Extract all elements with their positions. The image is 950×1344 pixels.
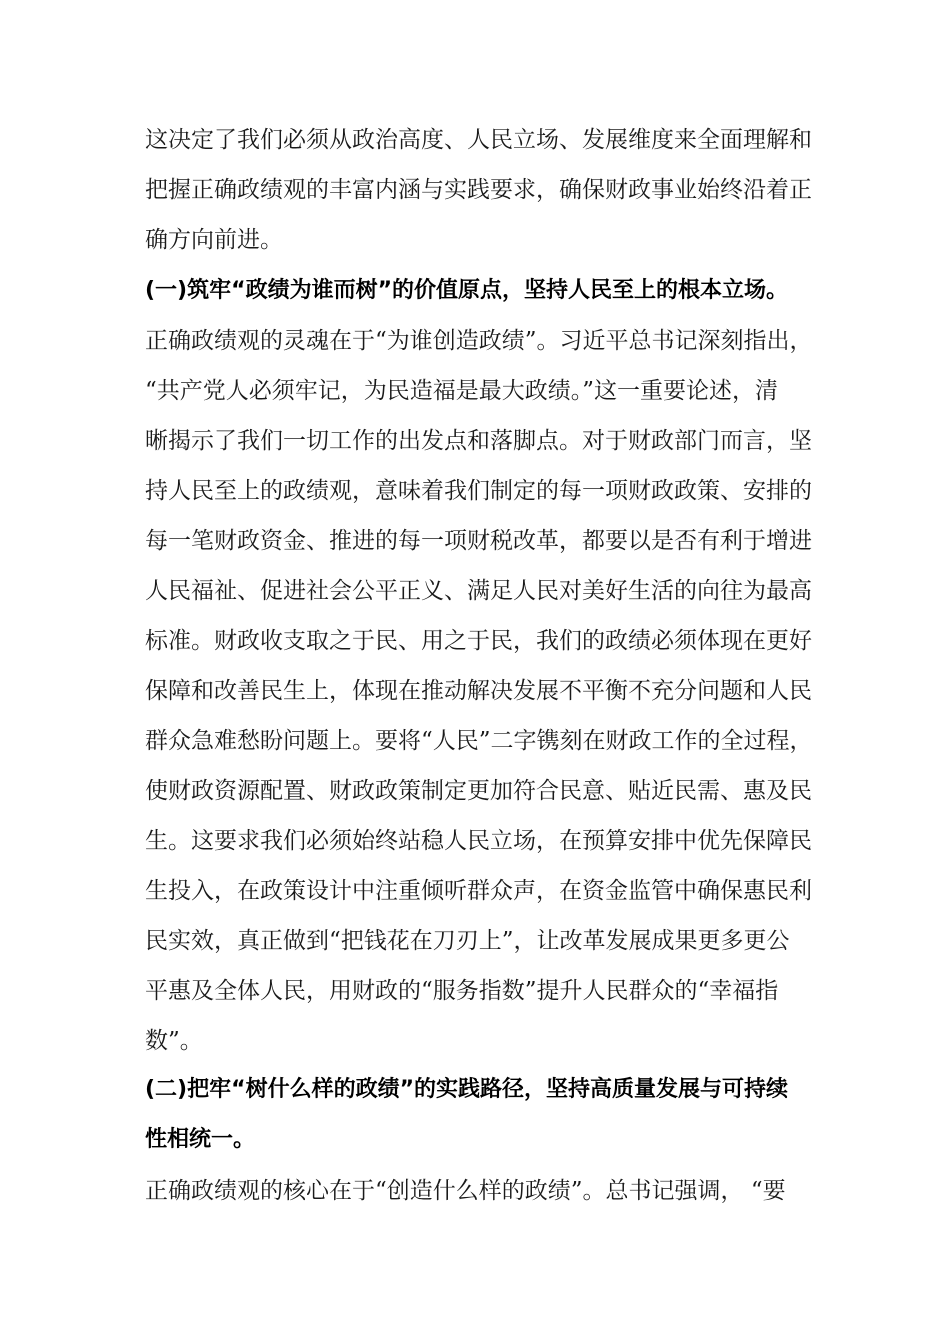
- body-text-line: 晰揭示了我们一切工作的出发点和落脚点。对于财政部门而言，坚: [145, 428, 812, 454]
- body-text-line: 民实效，真正做到“把钱花在刀刃上”，让改革发展成果更多更公: [145, 928, 790, 954]
- section-heading-2: (二)把牢“树什么样的政绩”的实践路径，坚持高质量发展与可持续: [145, 1077, 789, 1102]
- body-text-line: 人民福祉、促进社会公平正义、满足人民对美好生活的向往为最高: [145, 578, 812, 604]
- body-text-line: 使财政资源配置、财政政策制定更加符合民意、贴近民需、惠及民: [145, 778, 812, 804]
- body-text-line: 确方向前进。: [145, 227, 283, 253]
- body-text-line: 数”。: [145, 1028, 203, 1054]
- body-text-line: 正确政绩观的灵魂在于“为谁创造政绩”。习近平总书记深刻指出，: [145, 328, 813, 354]
- body-text-line: 平惠及全体人民，用财政的“服务指数”提升人民群众的“幸福指: [145, 978, 779, 1004]
- section-heading-1: (一)筑牢“政绩为谁而树”的价值原点，坚持人民至上的根本立场。: [145, 278, 789, 303]
- body-text-line: 持人民至上的政绩观，意味着我们制定的每一项财政政策、安排的: [145, 478, 812, 504]
- body-text-line: 把握正确政绩观的丰富内涵与实践要求，确保财政事业始终沿着正: [145, 177, 812, 203]
- section-heading-2-continued: 性相统一。: [145, 1127, 256, 1152]
- body-text-line: 这决定了我们必须从政治高度、人民立场、发展维度来全面理解和: [145, 127, 812, 153]
- body-text-line: 生投入，在政策设计中注重倾听群众声，在资金监管中确保惠民利: [145, 878, 812, 904]
- body-text-line: 生。这要求我们必须始终站稳人民立场，在预算安排中优先保障民: [145, 828, 812, 854]
- body-text-line: 标准。财政收支取之于民、用之于民，我们的政绩必须体现在更好: [145, 628, 812, 654]
- body-text-line: “共产党人必须牢记，为民造福是最大政绩。”这一重要论述，清: [145, 378, 779, 404]
- body-text-line: 群众急难愁盼问题上。要将“人民”二字镌刻在财政工作的全过程，: [145, 728, 813, 754]
- body-text-line: 每一笔财政资金、推进的每一项财税改革，都要以是否有利于增进: [145, 528, 812, 554]
- body-text-line: 正确政绩观的核心在于“创造什么样的政绩”。总书记强调， “要: [145, 1178, 786, 1204]
- body-text-line: 保障和改善民生上，体现在推动解决发展不平衡不充分问题和人民: [145, 678, 812, 704]
